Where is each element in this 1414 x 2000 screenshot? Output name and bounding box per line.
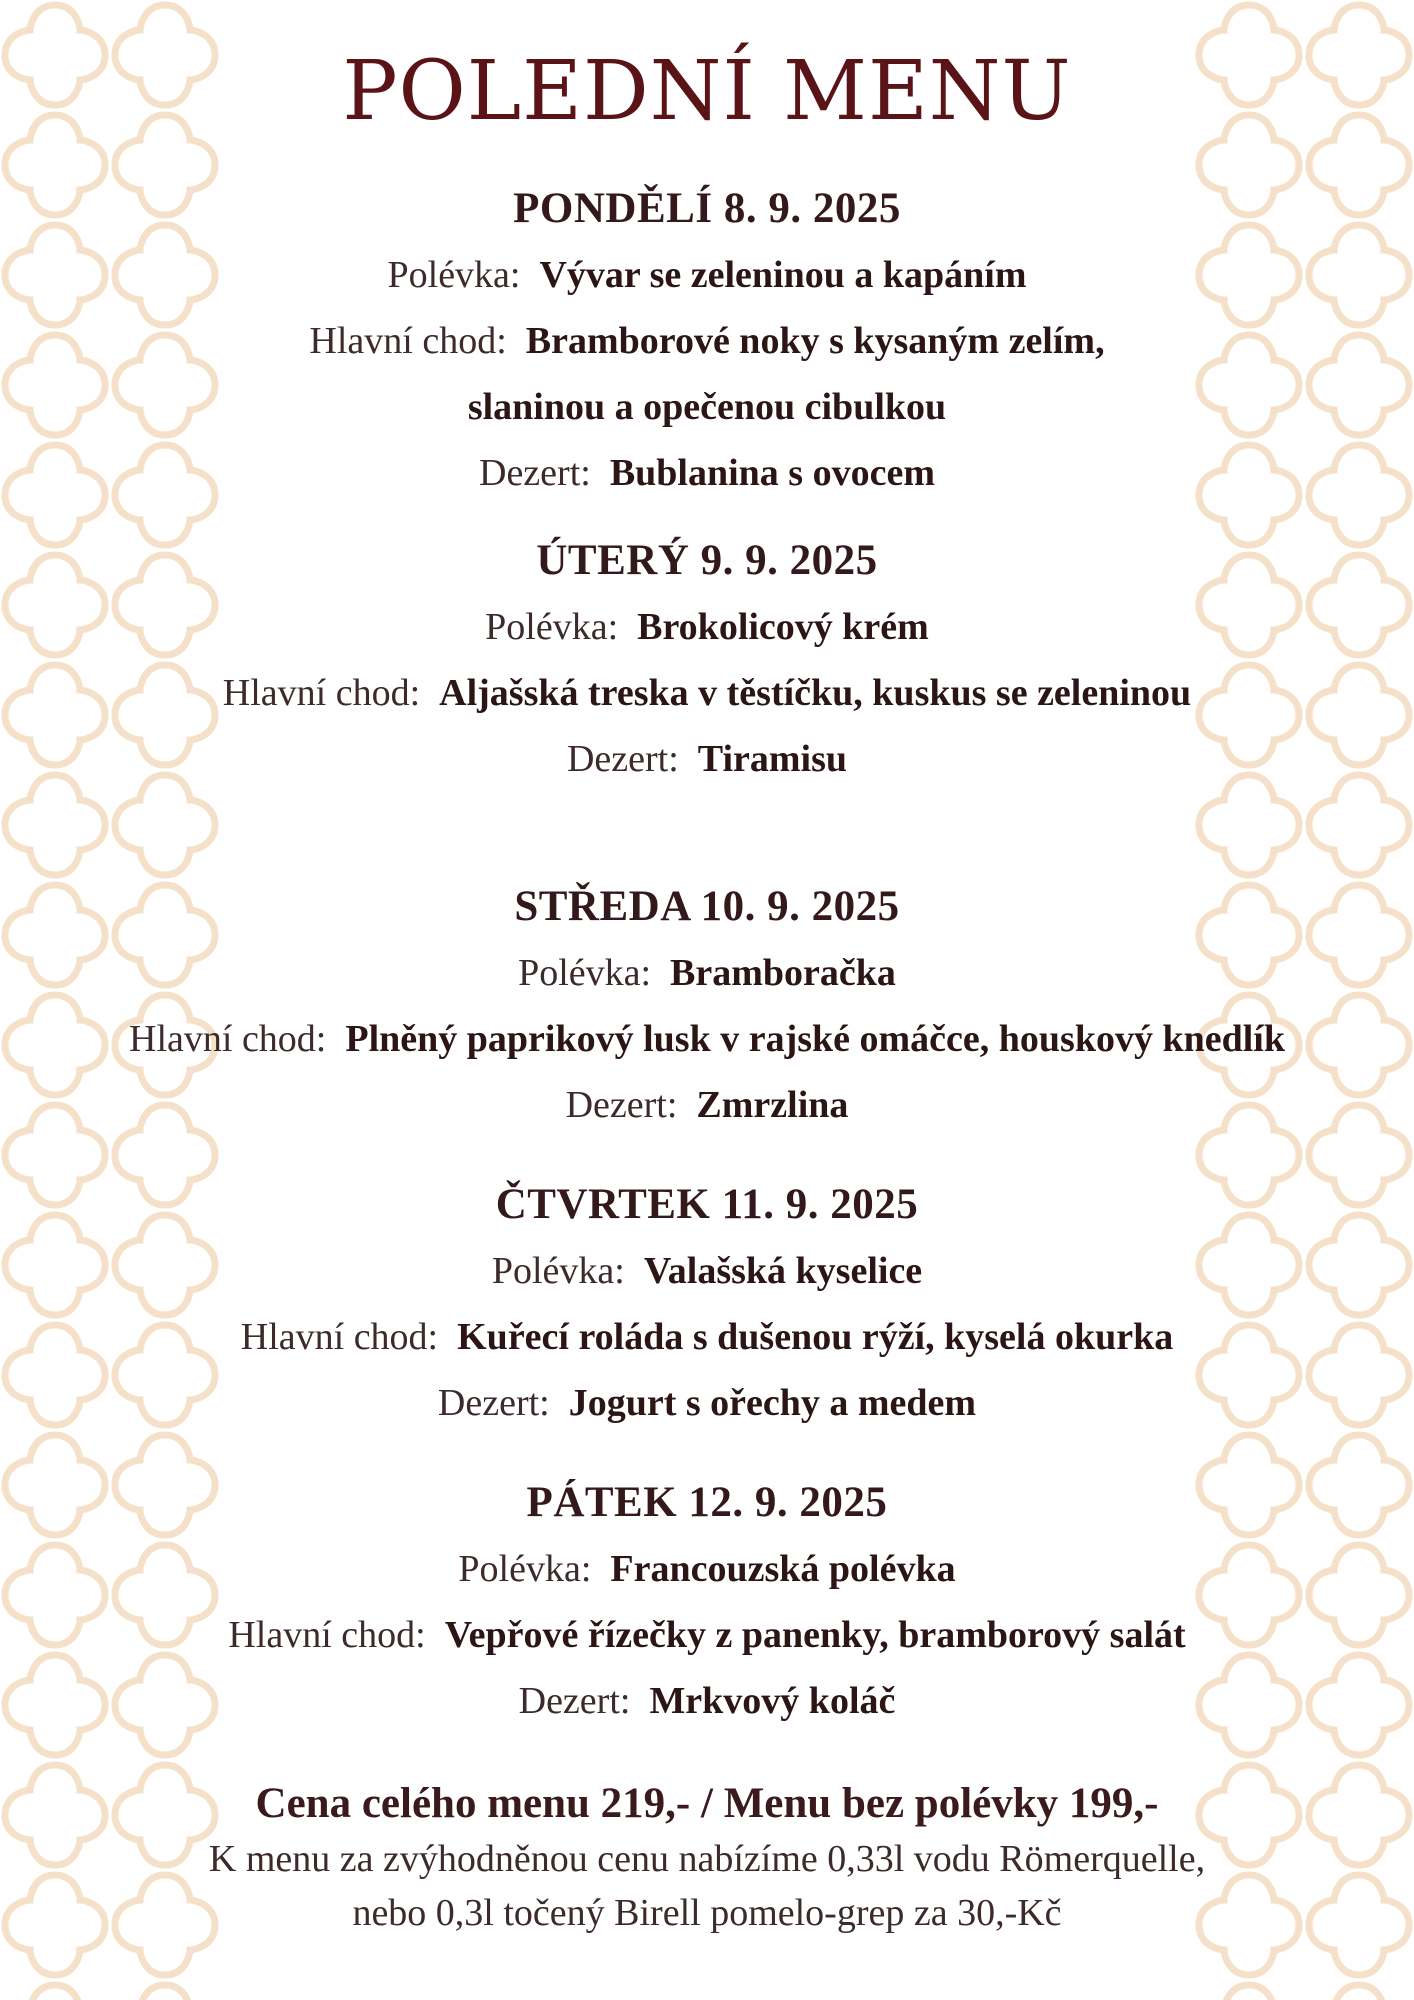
day-wednesday [0,874,1414,1138]
dessert-line [0,726,1414,792]
soup-line [0,1238,1414,1304]
main-line [0,308,1414,374]
main-value: Aljašská treska v těstíčku, kuskus se zeleninou [439,672,1192,714]
dessert-line [0,1668,1414,1734]
main-line [0,1304,1414,1370]
main-line-continued [0,374,1414,440]
menu-footer [0,1776,1414,1940]
dessert-label: Dezert: [437,1382,550,1424]
day-tuesday [0,528,1414,792]
price-line: Cena celého menu 219,- / Menu bez polévky 199,- [255,1780,1159,1827]
soup-label: Polévka: [485,606,619,648]
day-heading: PÁTEK 12. 9. 2025 [526,1479,888,1526]
main-value: Bramborové noky s kysaným zelím, [525,320,1105,362]
day-heading: STŘEDA 10. 9. 2025 [514,883,900,930]
dessert-value: Jogurt s ořechy a medem [568,1382,977,1424]
dessert-line [0,440,1414,506]
main-value: Vepřové řízečky z panenky, bramborový salát [444,1614,1186,1656]
soup-line [0,1536,1414,1602]
dessert-value: Mrkvový koláč [649,1680,896,1722]
main-line [0,1006,1414,1072]
day-heading: ČTVRTEK 11. 9. 2025 [495,1181,919,1228]
soup-value: Brokolicový krém [637,606,929,648]
soup-value: Valašská kyselice [643,1250,923,1292]
main-label: Hlavní chod: [129,1018,327,1060]
main-label: Hlavní chod: [309,320,507,362]
day-friday [0,1470,1414,1734]
main-label: Hlavní chod: [228,1614,426,1656]
main-line [0,1602,1414,1668]
soup-label: Polévka: [518,952,652,994]
dessert-label: Dezert: [566,738,679,780]
drink-offer-line-2: nebo 0,3l točený Birell pomelo-grep za 30,-Kč [352,1892,1062,1934]
dessert-label: Dezert: [565,1084,678,1126]
soup-line [0,940,1414,1006]
soup-value: Vývar se zeleninou a kapáním [539,254,1027,296]
main-label: Hlavní chod: [240,1316,439,1358]
dessert-line [0,1072,1414,1138]
soup-line [0,242,1414,308]
dessert-line [0,1370,1414,1436]
main-value: Kuřecí roláda s dušenou rýží, kyselá okurka [457,1316,1174,1358]
dessert-label: Dezert: [518,1680,631,1722]
dessert-value: Tiramisu [697,738,848,780]
main-value: Plněný paprikový lusk v rajské omáčce, houskový knedlík [345,1018,1285,1060]
day-heading: PONDĚLÍ 8. 9. 2025 [513,185,901,232]
day-monday [0,176,1414,506]
main-label: Hlavní chod: [222,672,421,714]
dessert-value: Bublanina s ovocem [609,452,935,494]
soup-label: Polévka: [491,1250,625,1292]
soup-label: Polévka: [387,254,521,296]
soup-value: Francouzská polévka [610,1548,956,1590]
page-title: POLEDNÍ MENU [342,44,1072,139]
soup-line [0,594,1414,660]
soup-value: Bramboračka [670,952,896,994]
drink-offer-line-1: K menu za zvýhodněnou cenu nabízíme 0,33l vodu Römerquelle, [208,1838,1206,1880]
day-heading: ÚTERÝ 9. 9. 2025 [536,537,878,584]
dessert-value: Zmrzlina [696,1084,849,1126]
day-thursday [0,1172,1414,1436]
main-value-continued: slaninou a opečenou cibulkou [467,386,947,428]
soup-label: Polévka: [458,1548,592,1590]
dessert-label: Dezert: [479,452,591,494]
main-line [0,660,1414,726]
